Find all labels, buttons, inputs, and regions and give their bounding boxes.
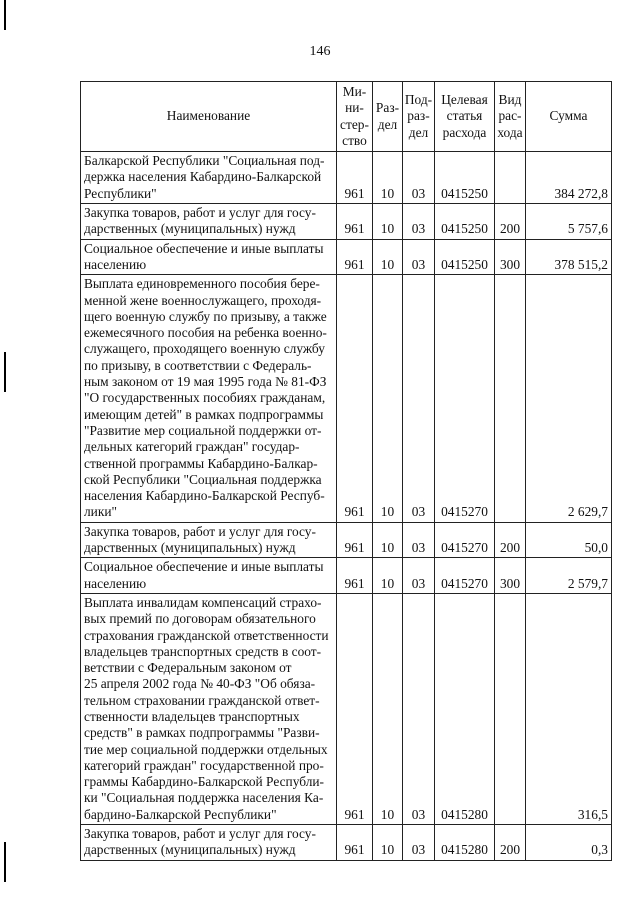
left-margin-line-bottom xyxy=(4,842,6,882)
header-name: Наименование xyxy=(81,82,337,152)
row-section: 10 xyxy=(373,825,403,861)
header-sum: Сумма xyxy=(526,82,612,152)
table-row xyxy=(81,239,612,275)
row-name: Балкарской Республики "Социальная под- держка населения Кабардино-Балкарской Республики" xyxy=(81,152,337,204)
header-target: Целевая статья расхода xyxy=(435,82,495,152)
row-sum: 5 757,6 xyxy=(526,204,612,240)
header-section: Раз- дел xyxy=(373,82,403,152)
row-type: 200 xyxy=(495,522,526,558)
row-type xyxy=(495,275,526,522)
row-name: Выплата единовременного пособия бере- менной жене военнослужащего, проходя- щего военную службу по призыву, а также ежемесячного пособия на ребенка военно- служащего, проходящего военную службу по призыву, в соответствии с Федераль- ным законом от 19 мая 1995 года № 81-ФЗ "О государственных пособиях гражданам, имеющим детей" в рамках подпрограммы "Развитие мер социальной поддержки от- дельных категорий граждан" государ- ственной программы Кабардино-Балкар- ской Республики "Социальная поддержка населения Кабардино-Балкарской Респуб- лики" xyxy=(81,275,337,522)
row-sum: 316,5 xyxy=(526,593,612,824)
row-target: 0415270 xyxy=(435,275,495,522)
row-ministry: 961 xyxy=(337,204,373,240)
page-number: 146 xyxy=(309,44,331,59)
row-section: 10 xyxy=(373,239,403,275)
row-target: 0415250 xyxy=(435,239,495,275)
row-target: 0415250 xyxy=(435,152,495,204)
row-subsection: 03 xyxy=(403,152,435,204)
row-subsection: 03 xyxy=(403,522,435,558)
row-ministry: 961 xyxy=(337,522,373,558)
table-row xyxy=(81,204,612,240)
row-section: 10 xyxy=(373,275,403,522)
table-row xyxy=(81,152,612,204)
header-ministry: Ми- ни- стер- ство xyxy=(337,82,373,152)
row-name: Закупка товаров, работ и услуг для госу- дарственных (муниципальных) нужд xyxy=(81,204,337,240)
header-type: Вид рас- хода xyxy=(495,82,526,152)
row-target: 0415270 xyxy=(435,558,495,594)
row-ministry: 961 xyxy=(337,239,373,275)
row-section: 10 xyxy=(373,152,403,204)
table-row xyxy=(81,522,612,558)
table-row xyxy=(81,593,612,824)
header-subsection: Под- раз- дел xyxy=(403,82,435,152)
row-section: 10 xyxy=(373,522,403,558)
row-ministry: 961 xyxy=(337,593,373,824)
table-row xyxy=(81,825,612,861)
row-type: 200 xyxy=(495,825,526,861)
row-subsection: 03 xyxy=(403,204,435,240)
row-sum: 0,3 xyxy=(526,825,612,861)
row-name: Выплата инвалидам компенсаций страхо- вых премий по договорам обязательного страхования гражданской ответственности владельцев транспортных средств в соот- ветствии с Федеральным законом от 25 апреля 2002 года № 40-ФЗ "Об обяза- тельном страховании гражданской ответ- ственности владельцев транспортных средств" в рамках подпрограммы "Разви- тие мер социальной поддержки отдельных категорий граждан" государственной про- граммы Кабардино-Балкарской Республи- ки "Социальная поддержка населения Ка- бардино-Балкарской Республики" xyxy=(81,593,337,824)
row-target: 0415280 xyxy=(435,593,495,824)
table-row xyxy=(81,275,612,522)
row-subsection: 03 xyxy=(403,558,435,594)
row-target: 0415250 xyxy=(435,204,495,240)
row-ministry: 961 xyxy=(337,275,373,522)
row-name: Социальное обеспечение и иные выплаты населению xyxy=(81,558,337,594)
row-type xyxy=(495,152,526,204)
row-ministry: 961 xyxy=(337,152,373,204)
row-subsection: 03 xyxy=(403,593,435,824)
left-margin-line-middle xyxy=(4,352,6,392)
row-section: 10 xyxy=(373,204,403,240)
row-subsection: 03 xyxy=(403,825,435,861)
row-name: Закупка товаров, работ и услуг для госу- дарственных (муниципальных) нужд xyxy=(81,825,337,861)
row-subsection: 03 xyxy=(403,239,435,275)
row-type: 300 xyxy=(495,558,526,594)
row-target: 0415280 xyxy=(435,825,495,861)
row-name: Социальное обеспечение и иные выплаты населению xyxy=(81,239,337,275)
row-sum: 2 579,7 xyxy=(526,558,612,594)
row-ministry: 961 xyxy=(337,558,373,594)
row-sum: 2 629,7 xyxy=(526,275,612,522)
budget-table xyxy=(80,81,612,861)
row-type: 200 xyxy=(495,204,526,240)
row-target: 0415270 xyxy=(435,522,495,558)
table-header-row xyxy=(81,82,612,152)
row-sum: 50,0 xyxy=(526,522,612,558)
table-row xyxy=(81,558,612,594)
row-section: 10 xyxy=(373,558,403,594)
row-subsection: 03 xyxy=(403,275,435,522)
left-margin-line-top xyxy=(4,0,6,30)
row-ministry: 961 xyxy=(337,825,373,861)
row-section: 10 xyxy=(373,593,403,824)
row-sum: 378 515,2 xyxy=(526,239,612,275)
row-name: Закупка товаров, работ и услуг для госу- дарственных (муниципальных) нужд xyxy=(81,522,337,558)
row-type xyxy=(495,593,526,824)
row-sum: 384 272,8 xyxy=(526,152,612,204)
row-type: 300 xyxy=(495,239,526,275)
